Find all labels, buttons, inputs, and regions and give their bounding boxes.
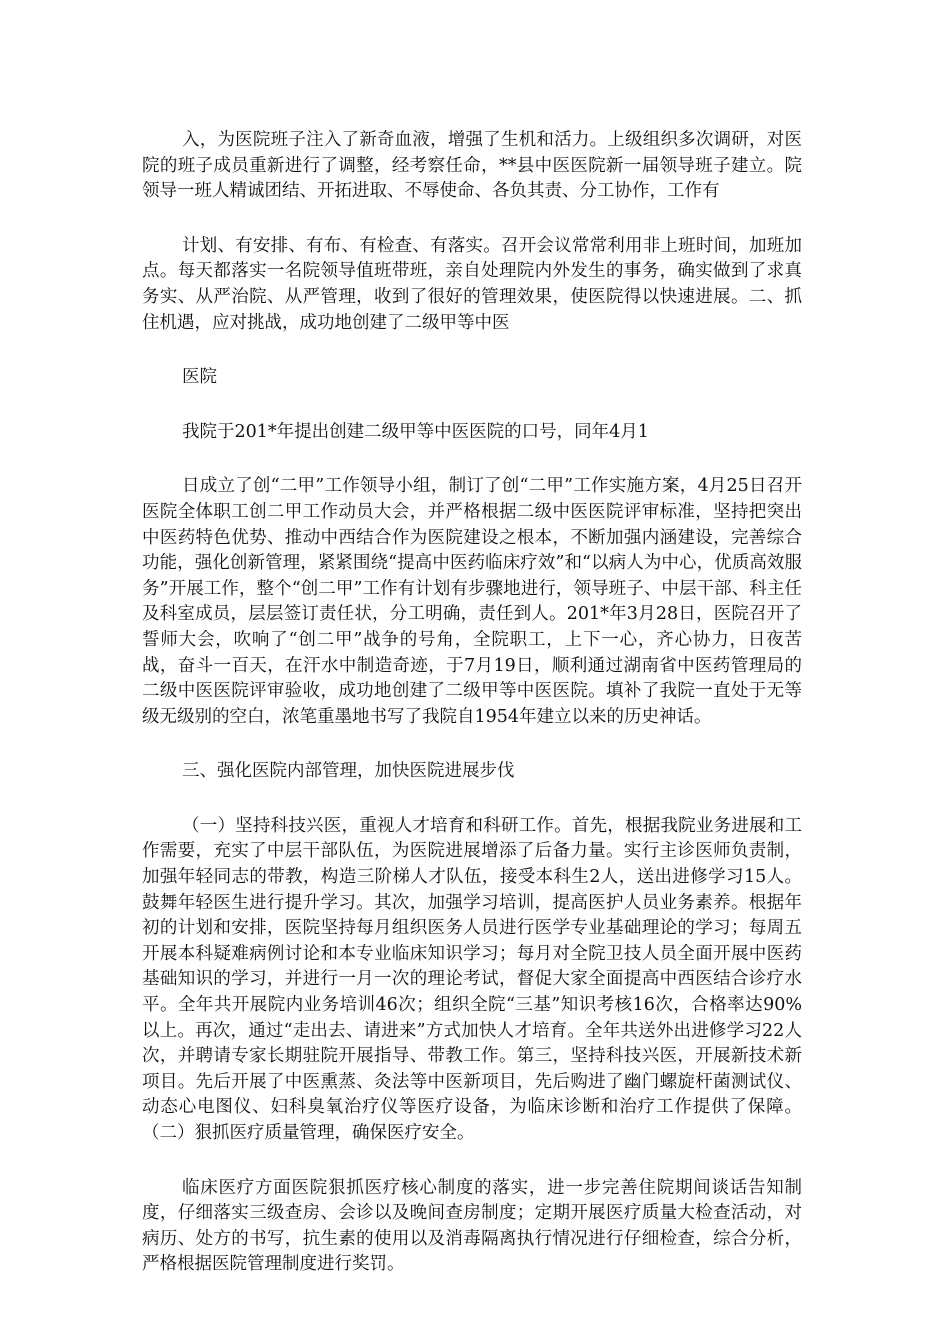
paragraph-5: 日成立了创“二甲”工作领导小组，制订了创“二甲”工作实施方案，4月25日召开医院全体职工创二甲工作动员大会，并严格根据二级中医医院评审标准，坚持把突出中医药特色优势、推动中西结合作为医院建设之根本，不断加强内涵建设，完善综合功能，强化创新管理，紧紧围绕“提高中医药临床疗效”和“以病人为中心，优质高效服务”开展工作，整个“创二甲”工作有计划有步骤地进行，领导班子、中层干部、科主任及科室成员，层层签订责任状，分工明确，责任到人。201*年3月28日，医院召开了誓师大会，吹响了“创二甲”战争的号角，全院职工，上下一心，齐心协力，日夜苦战，奋斗一百天，在汗水中制造奇迹，于7月19日，顺利通过湖南省中医药管理局的二级中医医院评审验收，成功地创建了二级甲等中医医院。填补了我院一直处于无等级无级别的空白，浓笔重墨地书写了我院自1954年建立以来的历史神话。 [142, 476, 802, 727]
paragraph-2: 计划、有安排、有布、有检查、有落实。召开会议常常利用非上班时间，加班加点。每天都落实一名院领导值班带班，亲自处理院内外发生的事务，确实做到了求真务实、从严治院、从严管理，收到了很好的管理效果，使医院得以快速进展。二、抓住机遇，应对挑战，成功地创建了二级甲等中医 [142, 235, 802, 333]
section-heading-3: 三、强化医院内部管理，加快医院进展步伐 [182, 761, 515, 782]
document-body [142, 128, 802, 1278]
paragraph-4: 我院于201*年提出创建二级甲等中医医院的口号，同年4月1 [182, 421, 649, 442]
paragraph-3: 医院 [182, 367, 217, 388]
paragraph-7: 临床医疗方面医院狠抓医疗核心制度的落实，进一步完善住院期间谈话告知制度，仔细落实三级查房、会诊以及晚间查房制度；定期开展医疗质量大检查活动，对病历、处方的书写，抗生素的使用以及消毒隔离执行情况进行仔细检查，综合分析，严格根据医院管理制度进行奖罚。 [142, 1177, 802, 1275]
paragraph-1: 入，为医院班子注入了新奇血液，增强了生机和活力。上级组织多次调研，对医院的班子成员重新进行了调整，经考察任命，**县中医医院新一届领导班子建立。院领导一班人精诚团结、开拓进取、不辱使命、各负其责、分工协作，工作有 [142, 130, 802, 202]
paragraph-6: （一）坚持科技兴医，重视人才培育和科研工作。首先，根据我院业务进展和工作需要，充实了中层干部队伍，为医院进展增添了后备力量。实行主诊医师负责制，加强年轻同志的带教，构造三阶梯人才队伍，接受本科生2人，送出进修学习15人。鼓舞年轻医生进行提升学习。其次，加强学习培训，提高医护人员业务素养。根据年初的计划和安排，医院坚持每月组织医务人员进行医学专业基础理论的学习；每周五开展本科疑难病例讨论和本专业临床知识学习；每月对全院卫技人员全面开展中医药基础知识的学习，并进行一月一次的理论考试，督促大家全面提高中西医结合诊疗水平。全年共开展院内业务培训46次；组织全院“三基”知识考核16次，合格率达90%以上。再次，通过“走出去、请进来”方式加快人才培育。全年共送外出进修学习22人次，并聘请专家长期驻院开展指导、带教工作。第三，坚持科技兴医，开展新技术新项目。先后开展了中医熏蒸、灸法等中医新项目，先后购进了幽门螺旋杆菌测试仪、动态心电图仪、妇科臭氧治疗仪等医疗设备，为临床诊断和治疗工作提供了保障。（二）狠抓医疗质量管理，确保医疗安全。 [142, 815, 802, 1143]
